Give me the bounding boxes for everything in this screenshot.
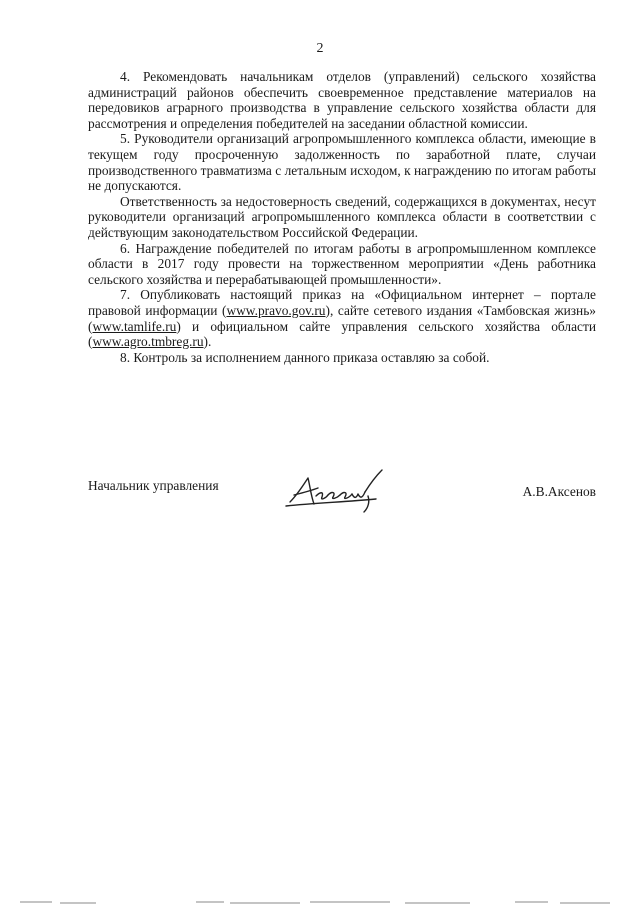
paragraph-responsibility: Ответственность за недостоверность сведений, содержащихся в документах, несут руководители организаций агропромышленного комплекса области в соответствии с действующим законодательством Российской Федерации. xyxy=(88,193,596,240)
paragraph-7 xyxy=(88,287,596,349)
paragraph-7-part-2: ), сайте сетевого издания «Тамбовская жизнь» ( xyxy=(88,302,596,334)
document-body xyxy=(88,69,596,365)
signatory-position: Начальник управления xyxy=(88,478,219,493)
paragraph-6: 6. Награждение победителей по итогам работы в агропромышленном комплексе области в 2017 году провести на торжественном мероприятии «День работника сельского хозяйства и перерабатывающей промышленности». xyxy=(88,240,596,287)
signature-block xyxy=(88,466,596,526)
link-tamlife[interactable]: www.tamlife.ru xyxy=(92,318,177,334)
signatory-name: А.В.Аксенов xyxy=(522,484,596,499)
scan-edge-artifacts xyxy=(0,898,640,905)
paragraph-4: 4. Рекомендовать начальникам отделов (управлений) сельского хозяйства администраций районов обеспечить своевременное представление материалов на передовиков аграрного производства в управление сельского хозяйства области для рассмотрения и определения победителей на заседании областной комиссии. xyxy=(88,69,596,131)
paragraph-8: 8. Контроль за исполнением данного приказа оставляю за собой. xyxy=(120,349,490,365)
link-agro-tmbreg[interactable]: www.agro.tmbreg.ru xyxy=(92,334,204,350)
page-number: 2 xyxy=(316,41,324,56)
paragraph-5: 5. Руководители организаций агропромышленного комплекса области, имеющие в текущем году просроченную задолженность по заработной плате, случаи производственного травматизма с летальным исходом, к награждению по итогам работы не допускаются. xyxy=(88,131,596,194)
link-pravo-gov[interactable]: www.pravo.gov.ru xyxy=(226,302,326,318)
paragraph-7-part-3: ) и официальном сайте управления сельского хозяйства области ( xyxy=(88,318,596,350)
paragraph-7-part-4: ). xyxy=(203,334,212,350)
handwritten-signature xyxy=(284,466,394,516)
paragraph-7-part-1: 7. Опубликовать настоящий приказ на «Официальном интернет – портале правовой информации ( xyxy=(88,287,596,318)
